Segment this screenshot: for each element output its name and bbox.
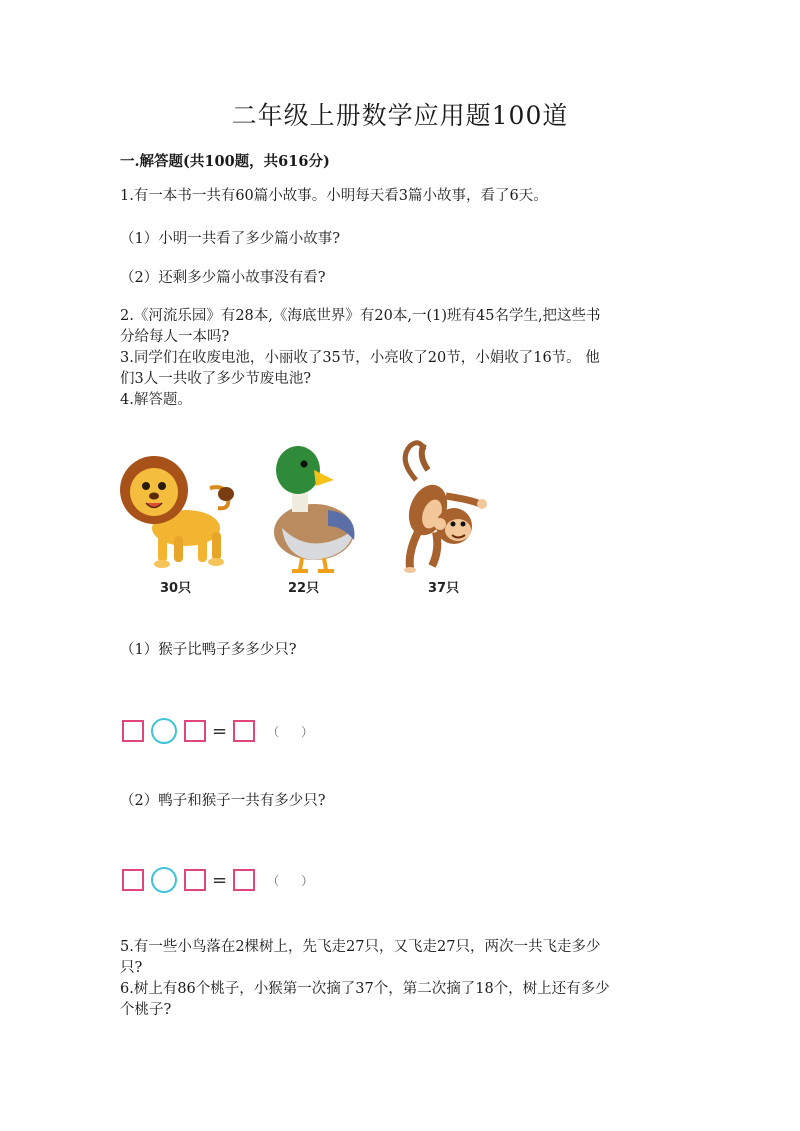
question-2 — [120, 306, 685, 348]
paren-close: ） — [301, 724, 314, 739]
answer-box[interactable] — [184, 720, 206, 742]
answer-box[interactable] — [122, 720, 144, 742]
result-box[interactable] — [233, 869, 255, 891]
question-4-part-1: （1）猴子比鸭子多多少只? — [120, 642, 297, 658]
question-1-part-2: （2）还剩多少篇小故事没有看? — [120, 270, 326, 286]
question-3-line-1: 3.同学们在收废电池，小丽收了35节，小亮收了20节，小娟收了16节。 他 — [120, 350, 600, 366]
page-title: 二年级上册数学应用题100道 — [231, 101, 569, 130]
duck-icon — [262, 440, 362, 575]
question-4-part-2: （2）鸭子和猴子一共有多少只? — [120, 793, 326, 809]
paren-open: （ — [267, 873, 280, 888]
equation-template-2 — [122, 867, 313, 893]
lion-count-label: 30只 — [160, 581, 192, 596]
equals-sign: = — [212, 869, 228, 891]
equals-sign: = — [212, 720, 228, 742]
question-3-line-2: 们3人一共收了多少节废电池? — [120, 371, 311, 387]
answer-box[interactable] — [122, 869, 144, 891]
operator-circle[interactable] — [151, 718, 177, 744]
question-6-line-2: 个桃子? — [120, 1002, 172, 1018]
question-2-line-1: 2.《河流乐园》有28本,《海底世界》有20本,一(1)班有45名学生,把这些书 — [120, 308, 601, 324]
result-box[interactable] — [233, 720, 255, 742]
lion-illustration — [118, 440, 242, 596]
question-5-line-2: 只? — [120, 960, 143, 976]
monkey-illustration — [388, 440, 492, 596]
answer-box[interactable] — [184, 869, 206, 891]
equation-template-1 — [122, 718, 313, 744]
paren-open: （ — [267, 724, 280, 739]
operator-circle[interactable] — [151, 867, 177, 893]
question-2-line-2: 分给每人一本吗? — [120, 329, 230, 345]
question-6 — [120, 979, 685, 1021]
question-5 — [120, 937, 685, 979]
unit-blank — [267, 872, 313, 889]
monkey-count-label: 37只 — [428, 581, 460, 596]
section-heading: 一.解答题(共100题，共616分) — [120, 153, 330, 170]
duck-illustration — [262, 440, 362, 596]
question-4: 4.解答题。 — [120, 392, 192, 408]
question-1: 1.有一本书一共有60篇小故事。小明每天看3篇小故事，看了6天。 — [120, 188, 548, 204]
question-1-part-1: （1）小明一共看了多少篇小故事? — [120, 231, 340, 247]
question-6-line-1: 6.树上有86个桃子，小猴第一次摘了37个，第二次摘了18个，树上还有多少 — [120, 981, 610, 997]
lion-icon — [118, 440, 242, 575]
question-5-line-1: 5.有一些小鸟落在2棵树上，先飞走27只，又飞走27只，两次一共飞走多少 — [120, 939, 601, 955]
paren-close: ） — [301, 873, 314, 888]
question-3 — [120, 348, 685, 390]
duck-count-label: 22只 — [288, 581, 320, 596]
unit-blank — [267, 723, 313, 740]
monkey-icon — [388, 440, 492, 575]
